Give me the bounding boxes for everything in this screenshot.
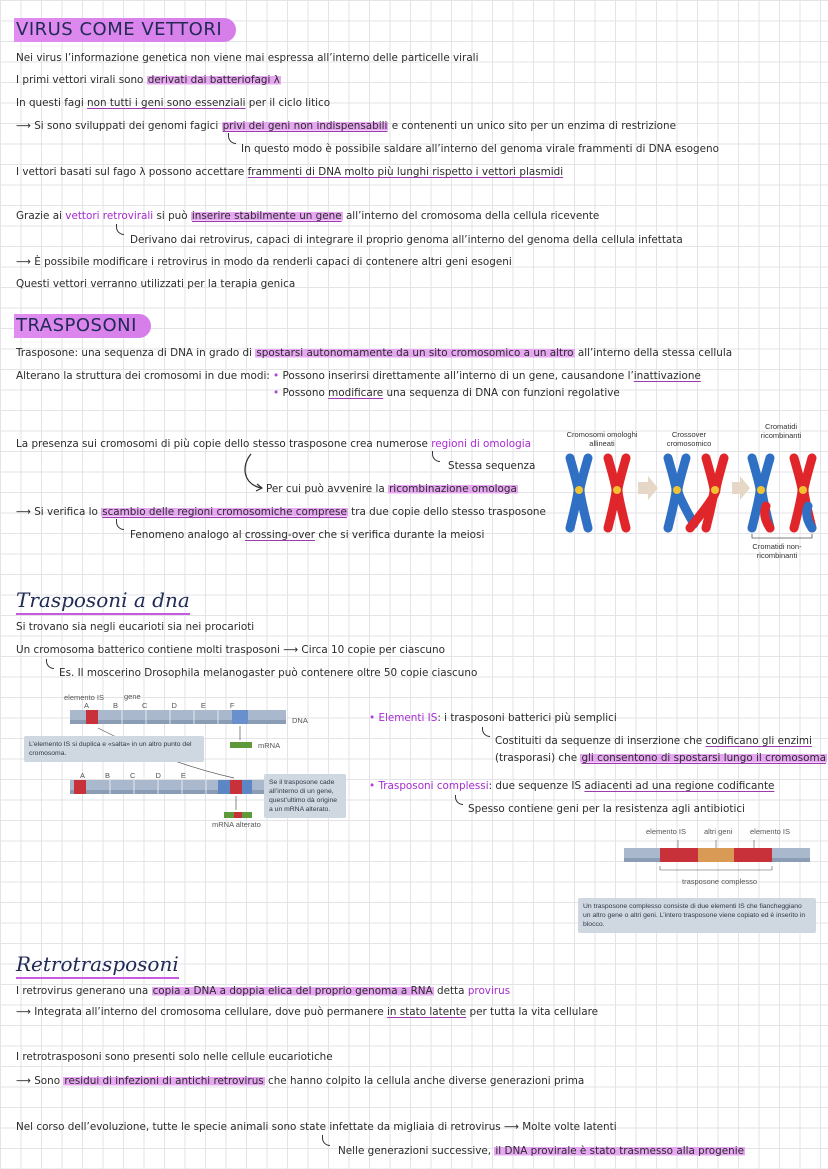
bullet-item: • Possono modificare una sequenza di DNA con funzioni regolative (273, 387, 620, 399)
gene-labels: ABCDEF (84, 701, 259, 710)
text-line: La presenza sui cromosomi di più copie dello stesso trasposone crea numerose regioni di omologia (16, 438, 531, 450)
section-title-virus: VIRUS COME VETTORI (14, 18, 236, 42)
bullet-item: • Elementi IS: i trasposoni batterici più semplici (369, 712, 617, 724)
hook-arrow-icon (228, 133, 236, 144)
text-line: Grazie ai vettori retrovirali si può inserire stabilmente un gene all’interno del cromosoma della cellula ricevente (16, 210, 600, 222)
text-line: Derivano dai retrovirus, capaci di integrare il proprio genoma all’interno del genoma della cellula infettata (130, 234, 683, 246)
figure-label: DNA (292, 716, 308, 725)
figure-label: Cromatidi non-ricombinanti (752, 542, 802, 560)
figure-label: Cromatidi ricombinanti (760, 422, 802, 440)
figure-label: mRNA alterato (212, 820, 261, 829)
text-line: In questi fagi non tutti i geni sono essenziali per il ciclo litico (16, 97, 331, 109)
hook-arrow-icon (455, 795, 463, 805)
figure-label: elemento IS (750, 827, 791, 836)
section-title-trasposoni-dna: Trasposoni a dna (16, 588, 190, 615)
text-line: Si trovano sia negli eucarioti sia nei procarioti (16, 621, 255, 633)
text-line: Questi vettori verranno utilizzati per la terapia genica (16, 278, 296, 290)
text-line: Spesso contiene geni per la resistenza agli antibiotici (468, 803, 745, 815)
text-line: I primi vettori virali sono derivati dai batteriofagi λ (16, 74, 280, 86)
section-title-retrotrasposoni: Retrotrasposoni (16, 952, 179, 979)
chromosome-diagram (556, 450, 820, 540)
text-line: Costituiti da sequenze di inserzione che codificano gli enzimi (495, 735, 812, 747)
gene-labels: ABCDE (80, 771, 206, 780)
figure-label: altri geni (704, 827, 733, 836)
figure-label: Cromosomi omologhi allineati (566, 430, 638, 448)
text-line: Alterano la struttura dei cromosomi in due modi: (16, 370, 270, 382)
text-line: (trasporasi) che gli consentono di spostarsi lungo il cromosoma (495, 752, 826, 764)
hook-arrow-icon (116, 224, 124, 235)
text-line: Fenomeno analogo al crossing-over che si verifica durante la meiosi (130, 529, 485, 541)
text-line: ⟶ Integrata all’interno del cromosoma cellulare, dove può permanere in stato latente per tutta la vita cellulare (16, 1006, 599, 1018)
bullet-item: • Possono inserirsi direttamente all’interno di un gene, causandone l’inattivazione (273, 370, 701, 382)
figure-label: elemento IS (646, 827, 687, 836)
text-line: Es. Il moscerino Drosophila melanogaster può contenere oltre 50 copie ciascuno (59, 667, 478, 679)
text-line: I retrotrasposoni sono presenti solo nelle cellule eucariotiche (16, 1051, 333, 1063)
hook-arrow-icon (432, 451, 440, 462)
text-line: Nel corso dell’evoluzione, tutte le specie animali sono state infettate da migliaia di retrovirus ⟶ Molte volte latenti (16, 1121, 617, 1133)
hook-arrow-icon (482, 727, 490, 737)
text-line: Stessa sequenza (448, 460, 536, 472)
is-element-figure (24, 692, 354, 832)
figure-label: elemento IS (64, 693, 105, 702)
caption-box: Se il trasposone cade all’interno di un gene, quest’ultimo dà origine a un mRNA alterato. (264, 774, 346, 818)
text-line: Per cui può avvenire la ricombinazione omologa (266, 483, 517, 495)
hook-arrow-icon (46, 659, 54, 669)
text-line: In questo modo è possibile saldare all’interno del genoma virale frammenti di DNA esogeno (241, 143, 719, 155)
caption-box: Un trasposone complesso consiste di due elementi IS che fiancheggiano un altro gene o altri geni. L’intero trasposone viene copiato ed è inserito in blocco. (578, 898, 816, 933)
section-title-trasposoni: TRASPOSONI (14, 314, 151, 338)
text-line: ⟶ È possibile modificare i retrovirus in modo da renderli capaci di contenere altri geni esogeni (16, 256, 512, 268)
caption-box: L’elemento IS si duplica e «salta» in un altro punto del cromosoma. (24, 736, 204, 762)
text-line: ⟶ Si sono sviluppati dei genomi fagici privi dei geni non indispensabili e contenenti un unico sito per un enzima di restrizione (16, 120, 677, 132)
complex-transposon-diagram (578, 838, 816, 878)
complex-transposon-figure (578, 826, 816, 938)
curved-arrow-icon (243, 452, 267, 494)
text-line: I vettori basati sul fago λ possono accettare frammenti di DNA molto più lunghi rispetto i vettori plasmidi (16, 166, 564, 178)
text-line: I retrovirus generano una copia a DNA a doppia elica del proprio genoma a RNA detta provirus (16, 985, 511, 997)
figure-label: gene (124, 692, 141, 701)
text-line: Trasposone: una sequenza di DNA in grado di spostarsi autonomamente da un sito cromosomico a un altro all’interno della stessa cellula (16, 347, 733, 359)
figure-label: mRNA (258, 741, 281, 750)
crossover-figure (556, 422, 820, 568)
text-line: ⟶ Si verifica lo scambio delle regioni cromosomiche comprese tra due copie dello stesso trasposone (16, 506, 546, 518)
text-line: ⟶ Sono residui di infezioni di antichi retrovirus che hanno colpito la cellula anche diverse generazioni prima (16, 1075, 585, 1087)
text-line: Nelle generazioni successive, il DNA provirale è stato trasmesso alla progenie (338, 1145, 744, 1157)
text-line: Nei virus l’informazione genetica non viene mai espressa all’interno delle particelle virali (16, 52, 479, 64)
figure-label: Crossover cromosomico (666, 430, 712, 448)
figure-label: trasposone complesso (682, 877, 758, 886)
bullet-item: • Trasposoni complessi: due sequenze IS adiacenti ad una regione codificante (369, 780, 775, 792)
text-line: Un cromosoma batterico contiene molti trasposoni ⟶ Circa 10 copie per ciascuno (16, 644, 445, 656)
hook-arrow-icon (116, 519, 124, 530)
hook-arrow-icon (322, 1135, 330, 1146)
